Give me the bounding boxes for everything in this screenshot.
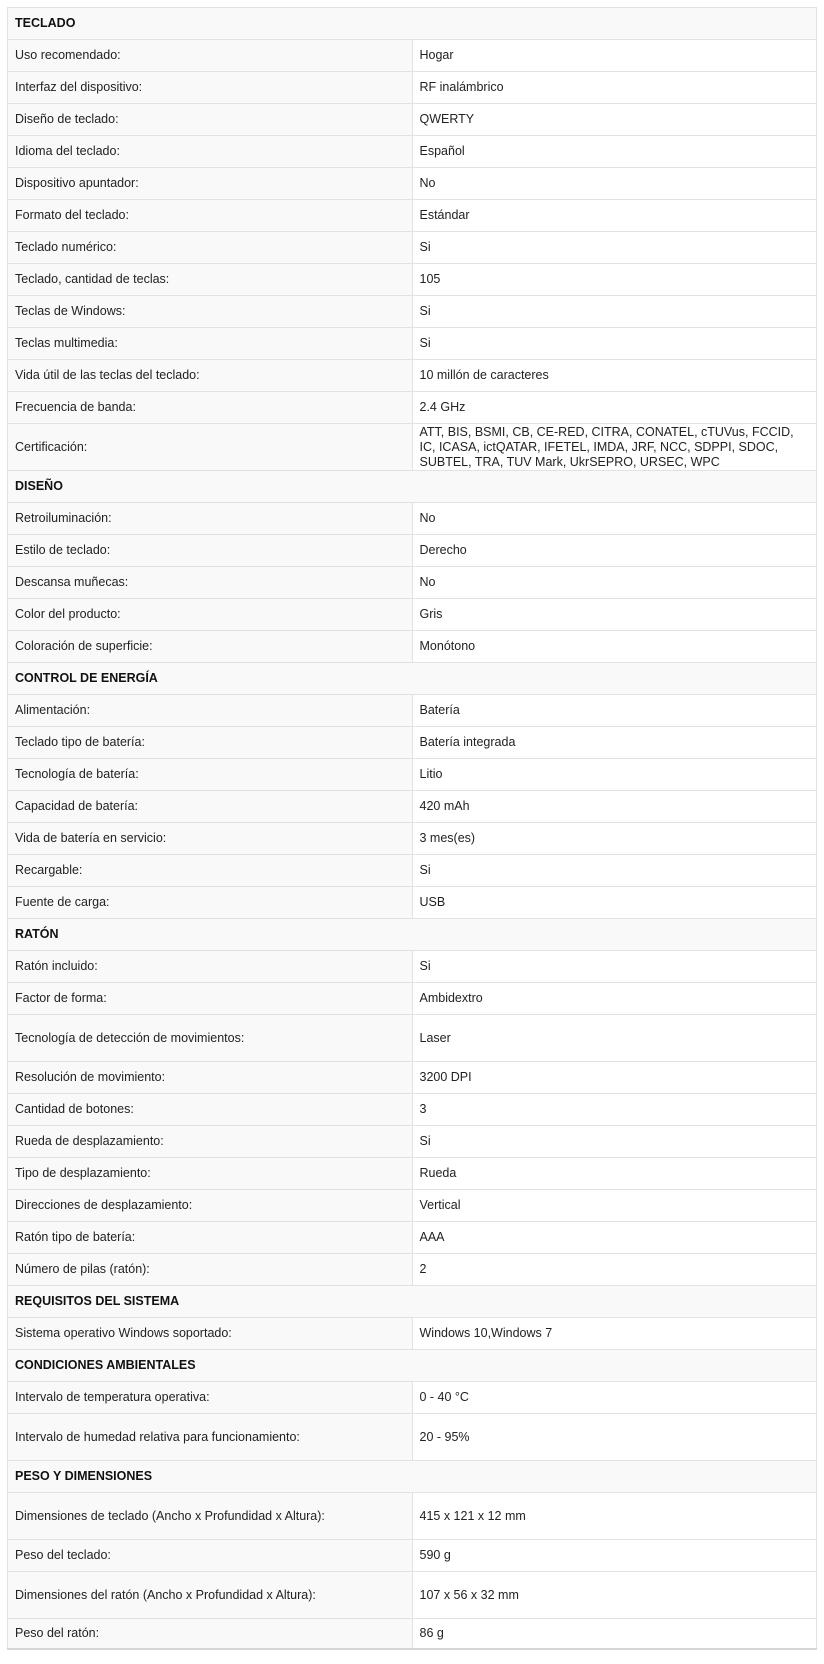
spec-row — [8, 1094, 817, 1126]
spec-row — [8, 392, 817, 424]
section-title: CONDICIONES AMBIENTALES — [8, 1350, 817, 1382]
spec-label: Capacidad de batería: — [8, 791, 413, 823]
spec-label: Diseño de teclado: — [8, 104, 413, 136]
spec-label: Dispositivo apuntador: — [8, 168, 413, 200]
spec-value: QWERTY — [412, 104, 817, 136]
spec-value: 2.4 GHz — [412, 392, 817, 424]
spec-value: Hogar — [412, 40, 817, 72]
spec-label: Rueda de desplazamiento: — [8, 1126, 413, 1158]
spec-row — [8, 104, 817, 136]
spec-row — [8, 695, 817, 727]
spec-label: Número de pilas (ratón): — [8, 1254, 413, 1286]
spec-row — [8, 1414, 817, 1461]
spec-label: Retroiluminación: — [8, 503, 413, 535]
spec-value: Windows 10,Windows 7 — [412, 1318, 817, 1350]
spec-row — [8, 200, 817, 232]
spec-row — [8, 264, 817, 296]
spec-value: 86 g — [412, 1619, 817, 1649]
spec-value: Vertical — [412, 1190, 817, 1222]
spec-label: Ratón tipo de batería: — [8, 1222, 413, 1254]
spec-row — [8, 791, 817, 823]
spec-row — [8, 727, 817, 759]
spec-value: Ambidextro — [412, 983, 817, 1015]
spec-sheet — [7, 7, 817, 1650]
spec-row — [8, 1126, 817, 1158]
spec-label: Fuente de carga: — [8, 887, 413, 919]
spec-label: Tipo de desplazamiento: — [8, 1158, 413, 1190]
spec-row — [8, 1619, 817, 1649]
spec-value: No — [412, 567, 817, 599]
spec-row — [8, 1190, 817, 1222]
spec-row — [8, 951, 817, 983]
spec-row — [8, 887, 817, 919]
spec-row — [8, 567, 817, 599]
section-header — [8, 1461, 817, 1493]
spec-label: Vida de batería en servicio: — [8, 823, 413, 855]
spec-value: Estándar — [412, 200, 817, 232]
spec-row — [8, 328, 817, 360]
section-header — [8, 919, 817, 951]
spec-value: No — [412, 168, 817, 200]
spec-label: Resolución de movimiento: — [8, 1062, 413, 1094]
spec-label: Descansa muñecas: — [8, 567, 413, 599]
spec-value: Monótono — [412, 631, 817, 663]
spec-label: Teclado tipo de batería: — [8, 727, 413, 759]
spec-label: Certificación: — [8, 424, 413, 471]
spec-row — [8, 855, 817, 887]
spec-label: Teclas multimedia: — [8, 328, 413, 360]
spec-row — [8, 1318, 817, 1350]
spec-value: Gris — [412, 599, 817, 631]
spec-label: Dimensiones del ratón (Ancho x Profundidad x Altura): — [8, 1572, 413, 1619]
spec-label: Ratón incluido: — [8, 951, 413, 983]
spec-row — [8, 1572, 817, 1619]
spec-label: Formato del teclado: — [8, 200, 413, 232]
spec-label: Dimensiones de teclado (Ancho x Profundidad x Altura): — [8, 1493, 413, 1540]
section-header — [8, 1350, 817, 1382]
spec-value: Si — [412, 328, 817, 360]
spec-label: Estilo de teclado: — [8, 535, 413, 567]
section-header — [8, 8, 817, 40]
spec-label: Teclas de Windows: — [8, 296, 413, 328]
spec-row — [8, 535, 817, 567]
spec-table — [7, 7, 817, 1650]
spec-label: Recargable: — [8, 855, 413, 887]
spec-value: Si — [412, 1126, 817, 1158]
spec-value: RF inalámbrico — [412, 72, 817, 104]
spec-row — [8, 631, 817, 663]
spec-value: ATT, BIS, BSMI, CB, CE-RED, CITRA, CONATEL, cTUVus, FCCID, IC, ICASA, ictQATAR, IFETEL, IMDA, JRF, NCC, SDPPI, SDOC, SUBTEL, TRA, TUV Mark, UkrSEPRO, URSEC, WPC — [412, 424, 817, 471]
spec-value: No — [412, 503, 817, 535]
spec-label: Vida útil de las teclas del teclado: — [8, 360, 413, 392]
spec-value: Si — [412, 855, 817, 887]
spec-row — [8, 360, 817, 392]
spec-label: Direcciones de desplazamiento: — [8, 1190, 413, 1222]
spec-label: Peso del ratón: — [8, 1619, 413, 1649]
spec-label: Idioma del teclado: — [8, 136, 413, 168]
spec-label: Tecnología de detección de movimientos: — [8, 1015, 413, 1062]
spec-value: Litio — [412, 759, 817, 791]
spec-value: 3 mes(es) — [412, 823, 817, 855]
section-title: TECLADO — [8, 8, 817, 40]
spec-row — [8, 1382, 817, 1414]
spec-row — [8, 1158, 817, 1190]
spec-row — [8, 1254, 817, 1286]
spec-row — [8, 823, 817, 855]
spec-value: Si — [412, 232, 817, 264]
spec-label: Intervalo de temperatura operativa: — [8, 1382, 413, 1414]
spec-row — [8, 1493, 817, 1540]
spec-label: Intervalo de humedad relativa para funcionamiento: — [8, 1414, 413, 1461]
spec-value: Batería — [412, 695, 817, 727]
spec-label: Frecuencia de banda: — [8, 392, 413, 424]
spec-label: Sistema operativo Windows soportado: — [8, 1318, 413, 1350]
spec-value: 105 — [412, 264, 817, 296]
spec-value: 590 g — [412, 1540, 817, 1572]
spec-value: Si — [412, 296, 817, 328]
spec-label: Tecnología de batería: — [8, 759, 413, 791]
section-header — [8, 471, 817, 503]
spec-value: Batería integrada — [412, 727, 817, 759]
section-title: RATÓN — [8, 919, 817, 951]
section-title: CONTROL DE ENERGÍA — [8, 663, 817, 695]
spec-value: 3200 DPI — [412, 1062, 817, 1094]
spec-row — [8, 232, 817, 264]
spec-row — [8, 503, 817, 535]
spec-value: Rueda — [412, 1158, 817, 1190]
spec-value: 20 - 95% — [412, 1414, 817, 1461]
spec-value: 10 millón de caracteres — [412, 360, 817, 392]
spec-value: Español — [412, 136, 817, 168]
spec-row — [8, 424, 817, 471]
spec-value: 107 x 56 x 32 mm — [412, 1572, 817, 1619]
spec-label: Cantidad de botones: — [8, 1094, 413, 1126]
spec-row — [8, 1015, 817, 1062]
section-title: PESO Y DIMENSIONES — [8, 1461, 817, 1493]
spec-row — [8, 1062, 817, 1094]
spec-label: Teclado, cantidad de teclas: — [8, 264, 413, 296]
spec-value: USB — [412, 887, 817, 919]
spec-label: Alimentación: — [8, 695, 413, 727]
spec-row — [8, 72, 817, 104]
spec-value: Derecho — [412, 535, 817, 567]
spec-row — [8, 983, 817, 1015]
spec-label: Peso del teclado: — [8, 1540, 413, 1572]
spec-row — [8, 759, 817, 791]
spec-label: Uso recomendado: — [8, 40, 413, 72]
spec-value: AAA — [412, 1222, 817, 1254]
spec-row — [8, 599, 817, 631]
spec-label: Teclado numérico: — [8, 232, 413, 264]
section-title: REQUISITOS DEL SISTEMA — [8, 1286, 817, 1318]
spec-row — [8, 168, 817, 200]
spec-value: 3 — [412, 1094, 817, 1126]
spec-label: Interfaz del dispositivo: — [8, 72, 413, 104]
spec-value: 0 - 40 °C — [412, 1382, 817, 1414]
section-header — [8, 1286, 817, 1318]
spec-label: Coloración de superficie: — [8, 631, 413, 663]
spec-row — [8, 296, 817, 328]
spec-row — [8, 1222, 817, 1254]
spec-value: 2 — [412, 1254, 817, 1286]
spec-label: Color del producto: — [8, 599, 413, 631]
spec-value: 420 mAh — [412, 791, 817, 823]
section-title: DISEÑO — [8, 471, 817, 503]
spec-value: 415 x 121 x 12 mm — [412, 1493, 817, 1540]
spec-value: Si — [412, 951, 817, 983]
spec-value: Laser — [412, 1015, 817, 1062]
spec-row — [8, 136, 817, 168]
section-header — [8, 663, 817, 695]
spec-row — [8, 40, 817, 72]
spec-label: Factor de forma: — [8, 983, 413, 1015]
spec-row — [8, 1540, 817, 1572]
